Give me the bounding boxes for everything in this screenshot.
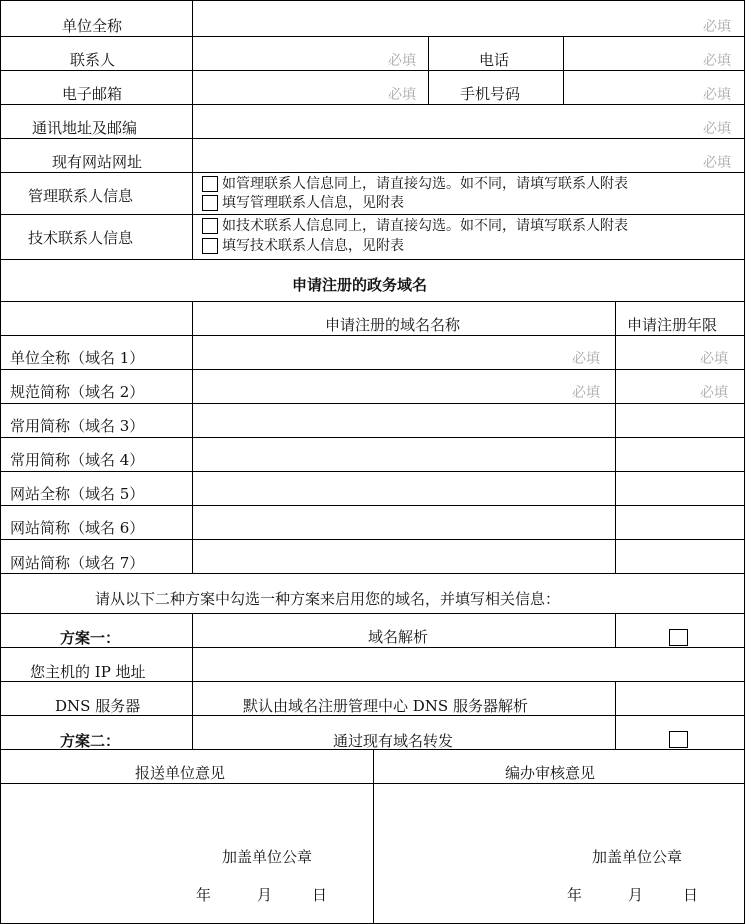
- domain-row-label: 网站简称（域名 6）: [10, 519, 145, 537]
- domain-name-column-header: 申请注册的域名名称: [325, 316, 461, 334]
- required-mark: 必填: [703, 53, 731, 69]
- domain-row-label: 规范简称（域名 2）: [10, 383, 145, 401]
- domain-name-input[interactable]: [192, 403, 616, 438]
- contact-person-label: 联系人: [70, 51, 116, 69]
- required-mark: 必填: [703, 87, 731, 103]
- required-mark: 必填: [700, 351, 728, 367]
- submitter-date-year: 年: [196, 886, 212, 904]
- submitter-date-month: 月: [257, 886, 273, 904]
- tech-same-checkbox[interactable]: [202, 218, 218, 234]
- admin-contact-label: 管理联系人信息: [28, 187, 134, 205]
- domain-name-input[interactable]: [192, 335, 616, 370]
- address-input[interactable]: [192, 104, 745, 139]
- host-ip-label: 您主机的 IP 地址: [30, 663, 146, 681]
- office-seal-text: 加盖单位公章: [592, 848, 683, 866]
- domain-years-input[interactable]: [615, 505, 745, 540]
- domain-years-input[interactable]: [615, 539, 745, 574]
- required-mark: 必填: [388, 53, 416, 69]
- plan2-label: 方案二：: [60, 732, 121, 750]
- unit-full-name-input[interactable]: [192, 0, 745, 37]
- office-date-month: 月: [628, 886, 644, 904]
- dns-description: 默认由域名注册管理中心 DNS 服务器解析: [243, 697, 528, 715]
- tech-fill-checkbox[interactable]: [202, 238, 218, 254]
- domain-header-blank-cell: [0, 301, 193, 336]
- admin-fill-checkbox[interactable]: [202, 195, 218, 211]
- required-mark: 必填: [572, 351, 600, 367]
- host-ip-input[interactable]: [192, 647, 745, 682]
- domain-row-label: 网站简称（域名 7）: [10, 554, 145, 572]
- submitter-date-day: 日: [312, 886, 328, 904]
- domain-name-input[interactable]: [192, 505, 616, 540]
- required-mark: 必填: [703, 155, 731, 171]
- dns-server-label: DNS 服务器: [55, 697, 141, 715]
- phone-label: 电话: [479, 51, 510, 69]
- domain-row-label: 单位全称（域名 1）: [10, 349, 145, 367]
- submitter-seal-text: 加盖单位公章: [222, 848, 313, 866]
- domain-name-input[interactable]: [192, 471, 616, 506]
- tech-contact-label: 技术联系人信息: [28, 229, 134, 247]
- required-mark: 必填: [388, 87, 416, 103]
- plan1-label: 方案一：: [60, 629, 121, 647]
- domain-years-input[interactable]: [615, 437, 745, 472]
- office-date-year: 年: [567, 886, 583, 904]
- admin-same-checkbox[interactable]: [202, 176, 218, 192]
- plan1-description: 域名解析: [368, 628, 429, 646]
- tech-fill-option-text: 填写技术联系人信息，见附表: [222, 238, 404, 254]
- website-label: 现有网站网址: [52, 153, 143, 171]
- mobile-label: 手机号码: [460, 85, 521, 103]
- website-input[interactable]: [192, 138, 745, 173]
- domain-years-input[interactable]: [615, 471, 745, 506]
- email-label: 电子邮箱: [62, 85, 123, 103]
- admin-fill-option-text: 填写管理联系人信息，见附表: [222, 195, 404, 211]
- domain-row-label: 网站全称（域名 5）: [10, 485, 145, 503]
- office-opinion-header: 编办审核意见: [505, 764, 596, 782]
- unit-full-name-label: 单位全称: [62, 17, 123, 35]
- dns-extra-cell: [615, 681, 745, 716]
- required-mark: 必填: [572, 385, 600, 401]
- plan-instruction: 请从以下二种方案中勾选一种方案来启用您的域名，并填写相关信息：: [95, 590, 561, 608]
- domain-section-title: 申请注册的政务域名: [292, 276, 428, 294]
- plan2-description: 通过现有域名转发: [333, 732, 454, 750]
- domain-name-input[interactable]: [192, 369, 616, 404]
- required-mark: 必填: [700, 385, 728, 401]
- admin-same-option-text: 如管理联系人信息同上，请直接勾选。如不同，请填写联系人附表: [222, 176, 628, 192]
- domain-years-input[interactable]: [615, 403, 745, 438]
- plan2-checkbox[interactable]: [669, 731, 688, 748]
- domain-name-input[interactable]: [192, 437, 616, 472]
- required-mark: 必填: [703, 19, 731, 35]
- tech-same-option-text: 如技术联系人信息同上，请直接勾选。如不同，请填写联系人附表: [222, 218, 628, 234]
- address-label: 通讯地址及邮编: [32, 119, 138, 137]
- domain-name-input[interactable]: [192, 539, 616, 574]
- domain-row-label: 常用简称（域名 3）: [10, 417, 145, 435]
- domain-row-label: 常用简称（域名 4）: [10, 451, 145, 469]
- submitter-opinion-header: 报送单位意见: [135, 764, 226, 782]
- domain-years-column-header: 申请注册年限: [627, 316, 718, 334]
- plan1-checkbox[interactable]: [669, 629, 688, 646]
- office-date-day: 日: [683, 886, 699, 904]
- required-mark: 必填: [703, 121, 731, 137]
